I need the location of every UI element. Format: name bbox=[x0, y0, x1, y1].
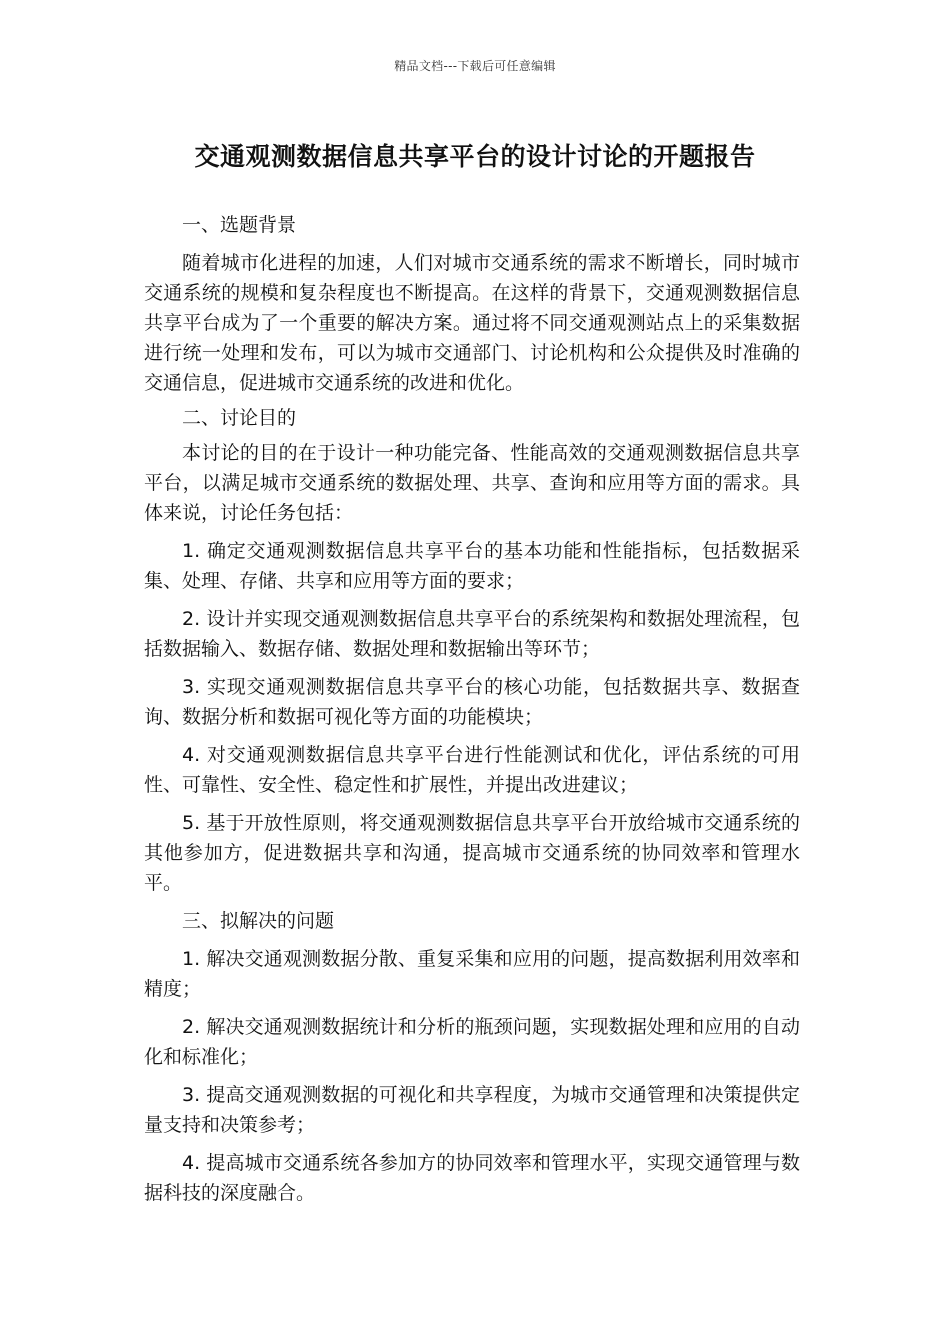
section-heading-purpose: 二、讨论目的 bbox=[182, 407, 297, 429]
list-item: 4. 对交通观测数据信息共享平台进行性能测试和优化，评估系统的可用性、可靠性、安全性、稳定性和扩展性，并提出改进建议； bbox=[144, 744, 800, 796]
section-heading-background: 一、选题背景 bbox=[182, 214, 297, 236]
document-title: 交通观测数据信息共享平台的设计讨论的开题报告 bbox=[194, 142, 756, 171]
section-heading-problems: 三、拟解决的问题 bbox=[182, 910, 335, 932]
list-item: 2. 解决交通观测数据统计和分析的瓶颈问题，实现数据处理和应用的自动化和标准化； bbox=[144, 1016, 800, 1068]
list-item: 3. 实现交通观测数据信息共享平台的核心功能，包括数据共享、数据查询、数据分析和数据可视化等方面的功能模块； bbox=[144, 676, 800, 728]
paragraph-background: 随着城市化进程的加速，人们对城市交通系统的需求不断增长，同时城市交通系统的规模和复杂程度也不断提高。在这样的背景下，交通观测数据信息共享平台成为了一个重要的解决方案。通过将不同交通观测站点上的采集数据进行统一处理和发布，可以为城市交通部门、讨论机构和公众提供及时准确的交通信息，促进城市交通系统的改进和优化。 bbox=[144, 252, 800, 394]
header-note: 精品文档---下载后可任意编辑 bbox=[394, 59, 556, 73]
list-item: 5. 基于开放性原则，将交通观测数据信息共享平台开放给城市交通系统的其他参加方，促进数据共享和沟通，提高城市交通系统的协同效率和管理水平。 bbox=[144, 812, 800, 894]
paragraph-purpose: 本讨论的目的在于设计一种功能完备、性能高效的交通观测数据信息共享平台，以满足城市交通系统的数据处理、共享、查询和应用等方面的需求。具体来说，讨论任务包括： bbox=[144, 442, 800, 524]
list-item: 4. 提高城市交通系统各参加方的协同效率和管理水平，实现交通管理与数据科技的深度融合。 bbox=[144, 1152, 800, 1204]
document-body bbox=[144, 210, 800, 1208]
list-item: 1. 确定交通观测数据信息共享平台的基本功能和性能指标，包括数据采集、处理、存储、共享和应用等方面的要求； bbox=[144, 540, 800, 592]
list-item: 2. 设计并实现交通观测数据信息共享平台的系统架构和数据处理流程，包括数据输入、数据存储、数据处理和数据输出等环节； bbox=[144, 608, 800, 660]
list-item: 3. 提高交通观测数据的可视化和共享程度，为城市交通管理和决策提供定量支持和决策参考； bbox=[144, 1084, 800, 1136]
list-item: 1. 解决交通观测数据分散、重复采集和应用的问题，提高数据利用效率和精度； bbox=[144, 948, 800, 1000]
